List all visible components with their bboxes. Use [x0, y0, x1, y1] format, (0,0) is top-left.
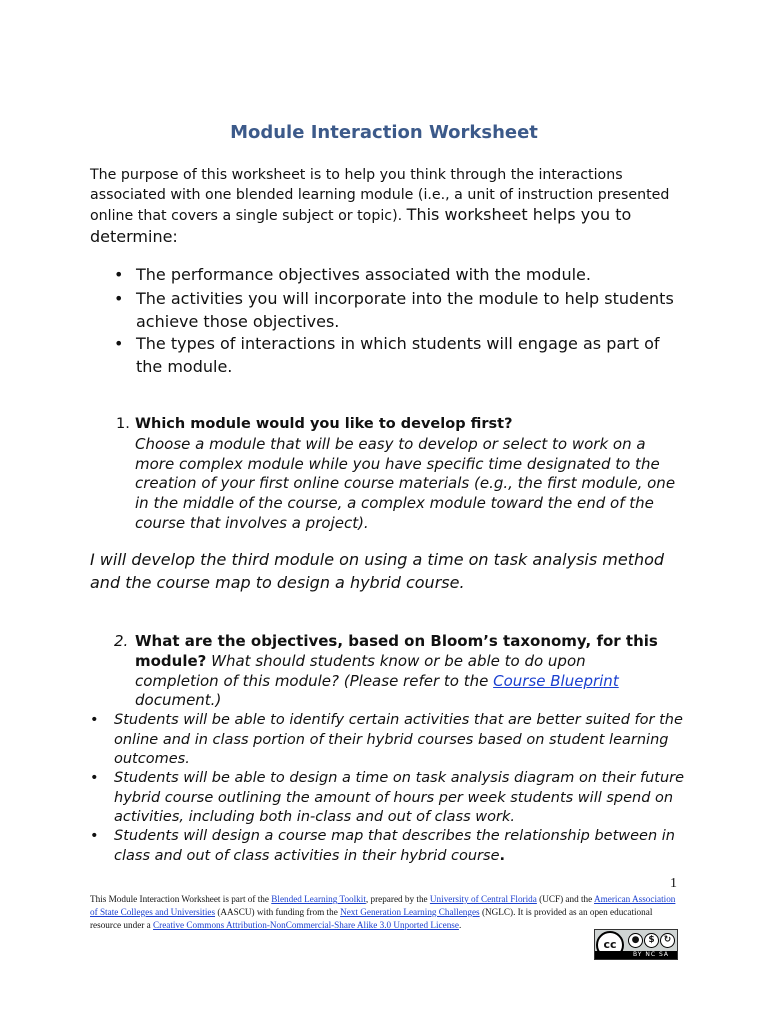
blended-learning-toolkit-link[interactable]: Blended Learning Toolkit [271, 894, 366, 904]
question-2 [114, 632, 674, 711]
footer-text: , prepared by the [365, 894, 430, 904]
objective-item [90, 827, 690, 866]
footer-text: This Module Interaction Worksheet is part of the [90, 894, 272, 904]
bullet-marker: • [114, 265, 124, 284]
question-guidance: Choose a module that will be easy to develop or select to work on a more complex module while you have specific time designated to the creation of your first online course materials (e.g., the first module, one in the middle of the course, a complex module toward the end of the course that involves a project). [135, 434, 676, 532]
question-1 [116, 415, 676, 534]
footer-text: (AASCU) with funding from the [215, 907, 341, 917]
objective-item [90, 711, 690, 770]
bullet-item [114, 264, 674, 287]
intro-text: The purpose of this worksheet is to help you think through the interactions associated with one blended learning module (i.e., a unit of instruction presented online that covers a single subject or topic). [90, 167, 670, 224]
intro-paragraph [90, 166, 690, 248]
footer-text: (UCF) and the [536, 894, 595, 904]
objective-text [90, 827, 690, 866]
by-person-icon: ● [628, 933, 643, 948]
aascu-link[interactable]: American Association of State Colleges and Universities [90, 894, 676, 917]
bullet-text: The activities you will incorporate into the module to help students achieve those objectives. [136, 289, 674, 331]
ucf-link[interactable]: University of Central Florida [429, 894, 537, 904]
objective-body: Students will design a course map that describes the relationship between in class and out of class activities in their hybrid course [114, 828, 675, 864]
noncommercial-icon: $ [644, 933, 659, 948]
objective-period: . [499, 847, 506, 864]
bullet-text: The performance objectives associated with the module. [136, 265, 591, 284]
bullet-text: The types of interactions in which students will engage as part of the module. [136, 334, 660, 376]
page-number: 1 [670, 876, 677, 891]
bullet-marker: • [90, 770, 99, 786]
footer-attribution [90, 893, 680, 932]
footer-text: (NGLC). It is provided as an open educational resource under a [90, 907, 653, 930]
objective-item [90, 769, 690, 828]
intro-lead: This worksheet helps you to determine: [90, 205, 632, 246]
cc-license-badge[interactable] [594, 929, 678, 960]
question-guidance: What should students know or be able to do upon completion of this module? (Please refer to the [135, 651, 586, 690]
objective-text: Students will be able to design a time on task analysis diagram on their future hybrid course outlining the amount of hours per week students will spend on activities, including both in-class and out of class work. [114, 770, 685, 825]
cc-logo-icon: cc [596, 931, 624, 959]
bullet-marker: • [114, 289, 124, 308]
bullet-marker: • [114, 334, 124, 353]
question-number: 2. [114, 632, 129, 650]
question-text: What are the objectives, based on Bloom’s taxonomy, for this module? [135, 632, 658, 670]
answer-1: I will develop the third module on using a time on task analysis method and the course map to design a hybrid course. [90, 550, 665, 592]
bullet-item [114, 333, 674, 378]
cc-badge-label: BY NC SA [633, 951, 669, 958]
bullet-marker: • [90, 712, 99, 728]
question-number: 1. [116, 416, 130, 432]
objective-text: Students will be able to identify certain activities that are better suited for the online and in class portion of their hybrid courses based on student learning outcomes. [114, 712, 683, 767]
course-blueprint-link[interactable]: Course Blueprint [493, 671, 619, 690]
question-guidance-end: document.) [135, 691, 222, 710]
nglc-link[interactable]: Next Generation Learning Challenges [340, 907, 480, 917]
cc-license-link[interactable]: Creative Commons Attribution-NonCommercial-Share Alike 3.0 Unported License [153, 920, 459, 930]
sharealike-icon: ↻ [660, 933, 675, 948]
footer-text: . [458, 920, 462, 930]
page-title: Module Interaction Worksheet [230, 122, 538, 143]
bullet-marker: • [90, 828, 99, 844]
question-text: Which module would you like to develop first? [135, 416, 513, 432]
bullet-item [114, 288, 674, 333]
